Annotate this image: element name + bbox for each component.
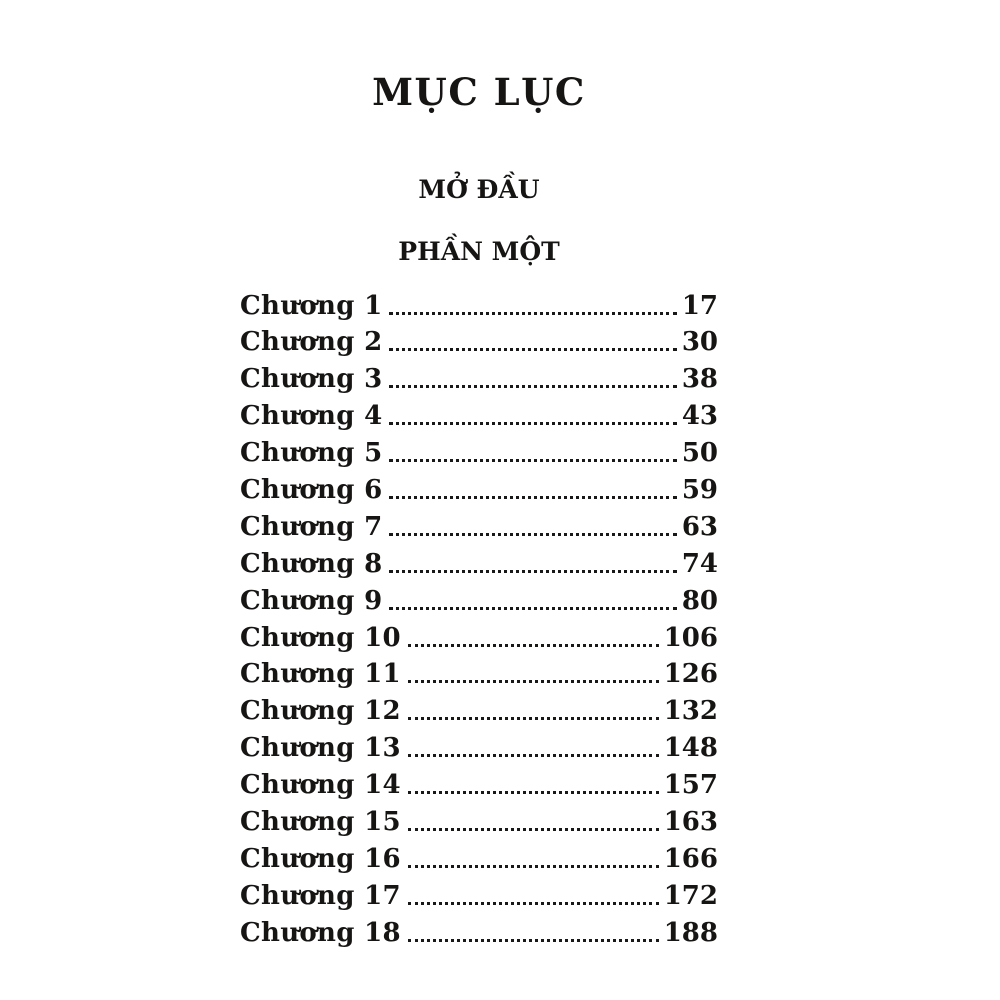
toc-entry [240,433,718,470]
toc-entry [240,765,718,802]
page-number: 166 [663,843,718,874]
page-number: 106 [663,622,718,653]
dot-leader [389,533,676,536]
page-number: 157 [663,770,718,801]
dot-leader [408,865,659,868]
toc-entry [240,359,718,396]
page-number: 38 [681,364,718,395]
dot-leader [389,607,676,610]
toc-entry [240,802,718,839]
toc-entry [240,691,718,728]
dot-leader [389,459,676,462]
dot-leader [408,717,659,720]
toc-entry [240,581,718,618]
page-number: 17 [681,290,718,321]
chapter-label: Chương 10 [240,622,401,653]
dot-leader [389,496,676,499]
chapter-label: Chương 15 [240,807,401,838]
page-number: 50 [681,438,718,469]
chapter-label: Chương 1 [240,290,383,321]
toc-list [240,286,718,950]
chapter-label: Chương 3 [240,364,383,395]
toc-entry [240,876,718,913]
chapter-label: Chương 5 [240,438,383,469]
chapter-label: Chương 9 [240,585,383,616]
chapter-label: Chương 18 [240,917,401,948]
dot-leader [389,348,676,351]
toc-entry [240,323,718,360]
toc-content [240,0,718,950]
page-number: 172 [663,880,718,911]
dot-leader [408,939,659,942]
page-title: MỤC LỤC [372,70,586,114]
toc-entry [240,396,718,433]
dot-leader [389,385,676,388]
toc-entry [240,913,718,950]
dot-leader [389,312,676,315]
page-number: 163 [663,807,718,838]
page-number: 30 [681,327,718,358]
page-number: 132 [663,696,718,727]
dot-leader [408,902,659,905]
page-number: 63 [681,511,718,542]
page-number: 74 [681,548,718,579]
toc-entry [240,544,718,581]
toc-entry [240,470,718,507]
chapter-label: Chương 12 [240,696,401,727]
chapter-label: Chương 6 [240,475,383,506]
page-number: 59 [681,475,718,506]
dot-leader [408,828,659,831]
page-number: 80 [681,585,718,616]
dot-leader [408,644,659,647]
toc-entry [240,839,718,876]
dot-leader [389,422,676,425]
chapter-label: Chương 17 [240,880,401,911]
chapter-label: Chương 16 [240,843,401,874]
page-number: 188 [663,917,718,948]
toc-entry [240,507,718,544]
chapter-label: Chương 7 [240,511,383,542]
section-heading-part-one: PHẦN MỘT [398,236,560,266]
dot-leader [408,680,659,683]
chapter-label: Chương 14 [240,770,401,801]
page-number: 126 [663,659,718,690]
toc-entry [240,728,718,765]
toc-entry [240,618,718,655]
dot-leader [389,570,676,573]
dot-leader [408,791,659,794]
page-number: 43 [681,401,718,432]
chapter-label: Chương 2 [240,327,383,358]
chapter-label: Chương 4 [240,401,383,432]
chapter-label: Chương 8 [240,548,383,579]
dot-leader [408,754,659,757]
section-heading-intro: MỞ ĐẦU [418,174,540,204]
chapter-label: Chương 11 [240,659,401,690]
toc-entry [240,655,718,692]
page-number: 148 [663,733,718,764]
toc-entry [240,286,718,323]
chapter-label: Chương 13 [240,733,401,764]
